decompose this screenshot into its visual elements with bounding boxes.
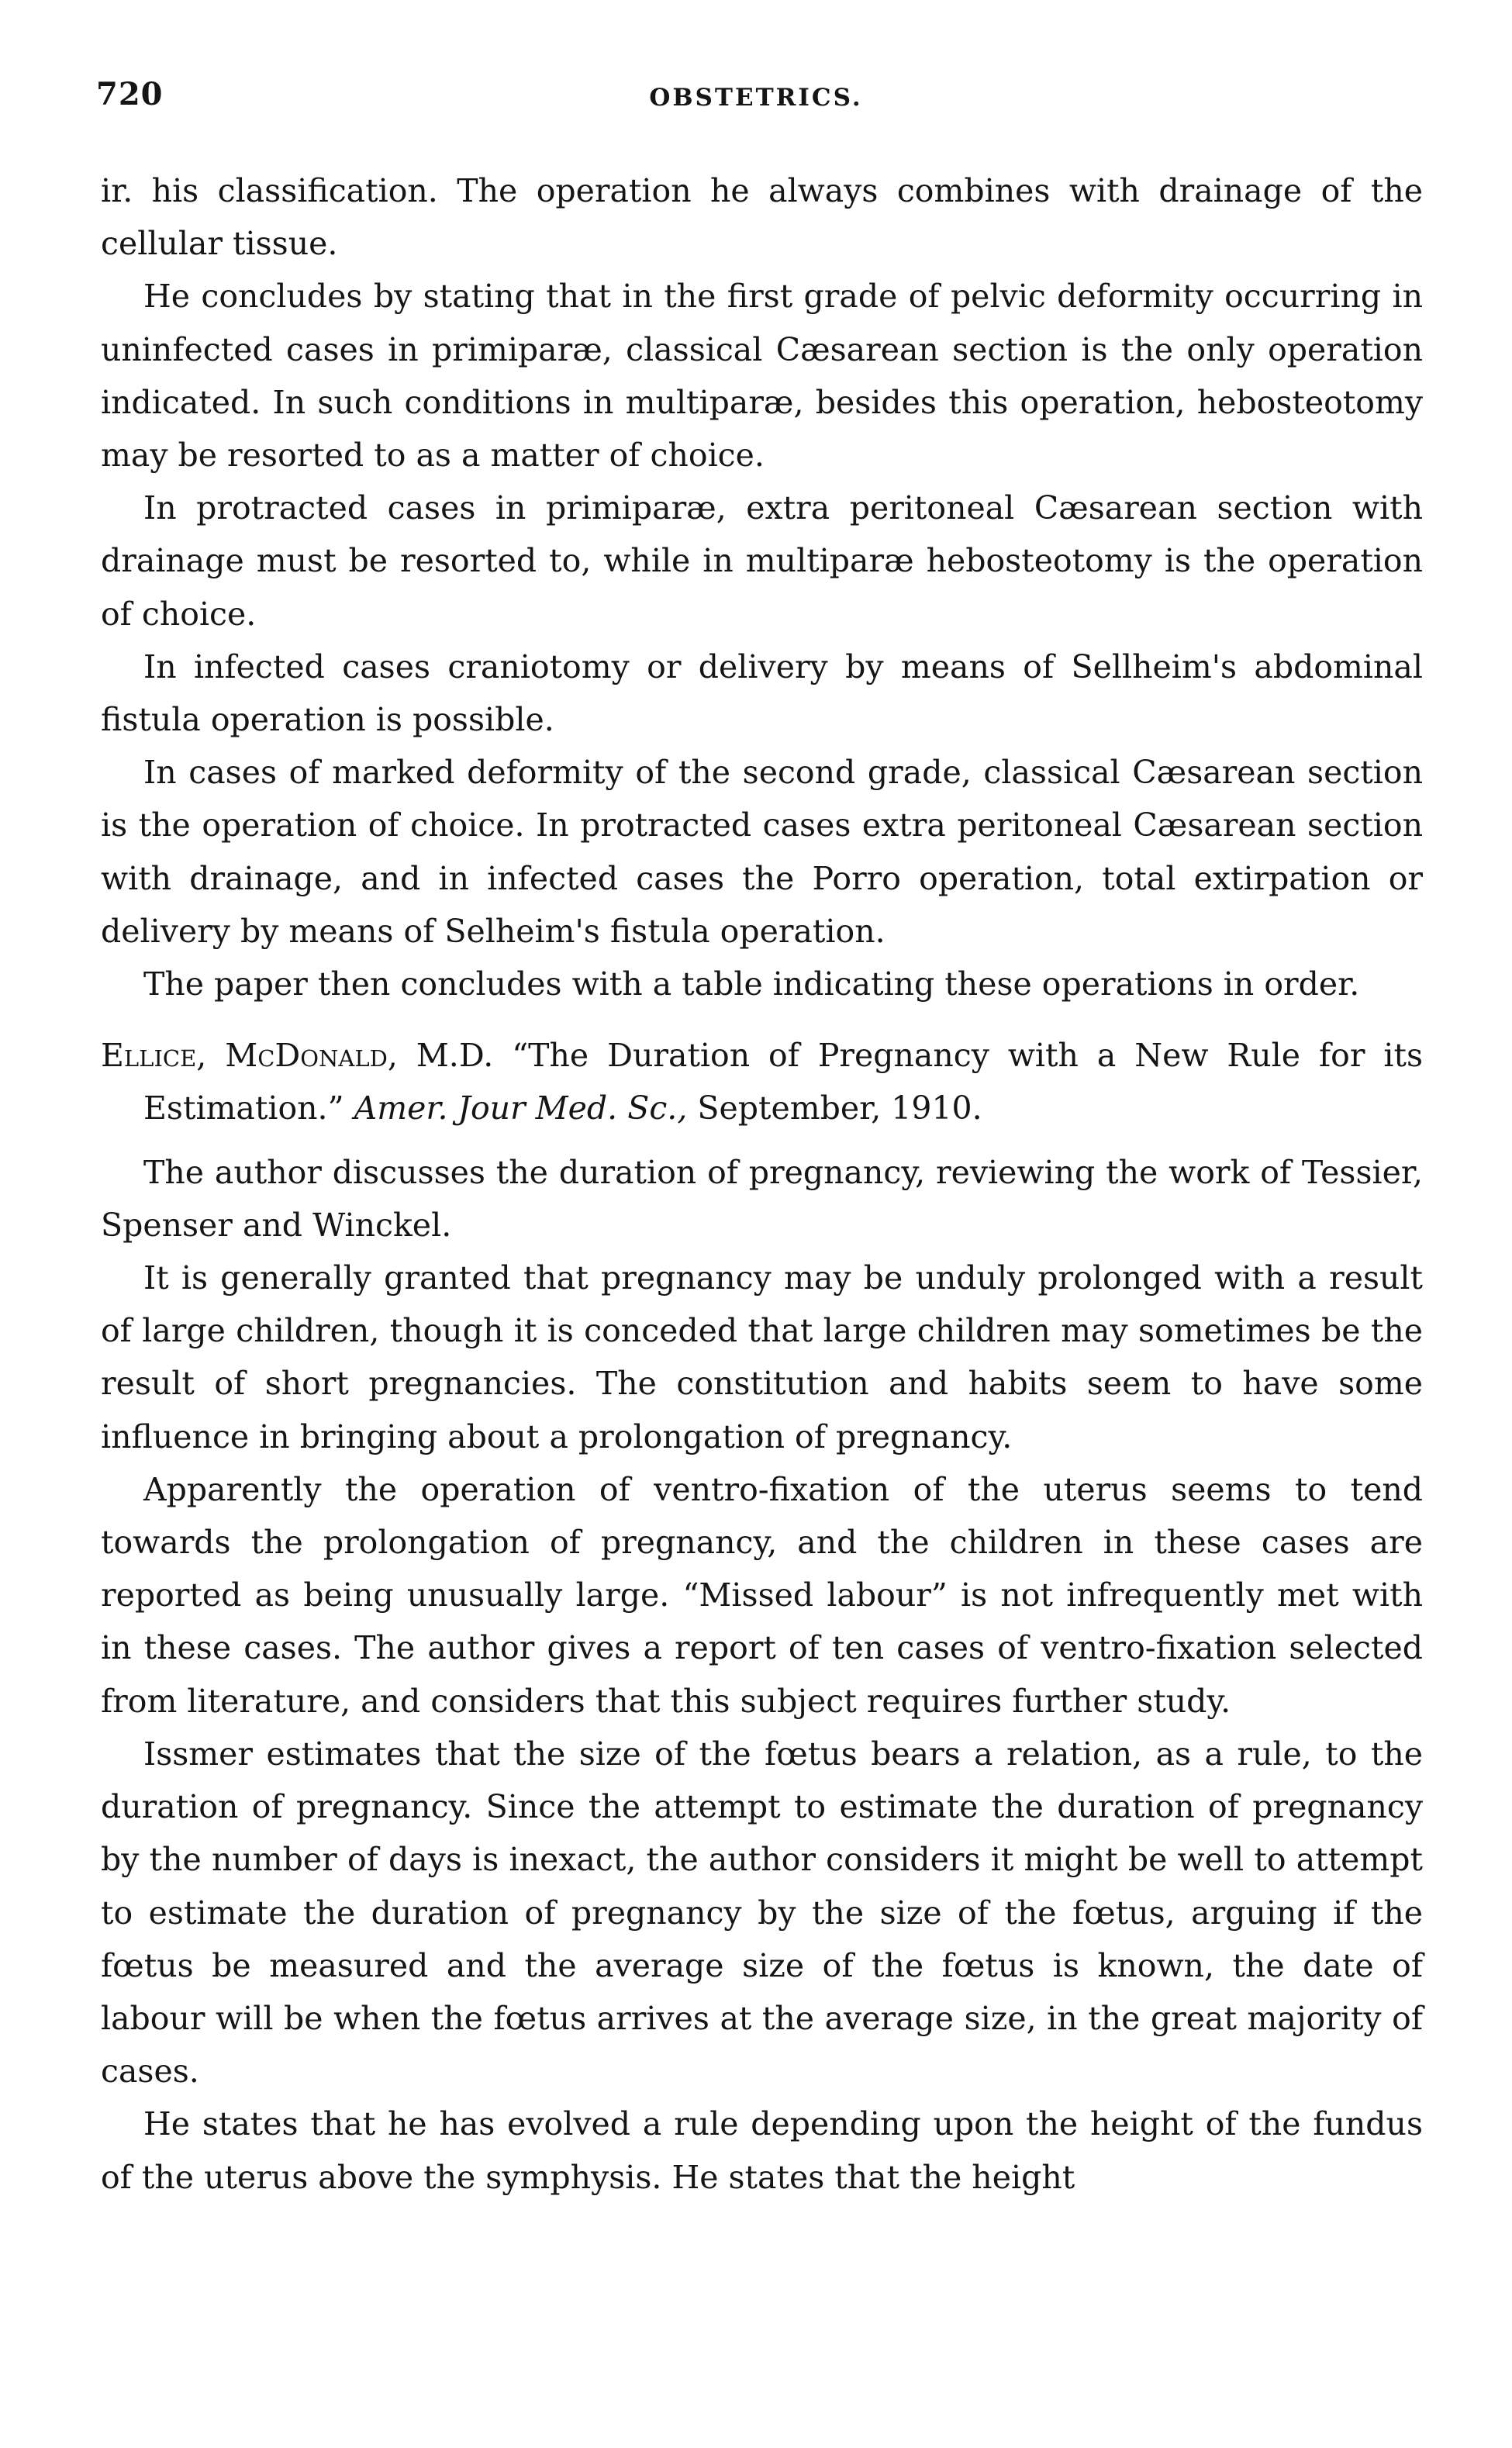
citation-date: September, 1910. [697,1089,982,1127]
paragraph: In cases of marked deformity of the second grade, classical Cæsarean section is the operation of choice. In protracted cases extra peritoneal Cæsarean section with drainage, and in infected cases the Porro operation, total extirpation or delivery by means of Selheim's fistula operation. [101,754,1423,950]
paragraph: The author discusses the duration of pregnancy, reviewing the work of Tessier, Spenser and Winckel. [101,1153,1423,1244]
paragraph: In protracted cases in primiparæ, extra peritoneal Cæsarean section with drainage must be resorted to, while in multiparæ hebosteotomy is the operation of choice. [101,489,1423,633]
citation [101,1029,1423,1134]
page-number: 720 [96,76,164,112]
citation-author: Ellice, McDonald, M.D. [101,1037,494,1075]
paragraph: The paper then concludes with a table indicating these operations in order. [143,965,1360,1003]
citation-title: “The Duration of Pregnancy with a New Rule for its Estimation.” [143,1037,1423,1127]
paragraph: Issmer estimates that the size of the fœtus bears a relation, as a rule, to the duration of pregnancy. Since the attempt to estimate the duration of pregnancy by the number of days is inexact, the author considers it might be well to attempt to estimate the duration of pregnancy by the size of the fœtus, arguing if the fœtus be measured and the average size of the fœtus is known, the date of labour will be when the fœtus arrives at the average size, in the great majority of cases. [101,1735,1423,2091]
paragraph: He concludes by stating that in the first grade of pelvic deformity occurring in uninfected cases in primiparæ, classical Cæsarean section is the only operation indicated. In such conditions in multiparæ, besides this operation, hebosteotomy may be resorted to as a matter of choice. [101,278,1423,475]
paragraph: In infected cases craniotomy or delivery by means of Sellheim's abdominal fistula operation is possible. [101,647,1423,739]
running-title: OBSTETRICS. [649,84,863,112]
citation-journal: Amer. Jour Med. Sc., [354,1089,688,1127]
paragraph: ir. his classification. The operation he always combines with drainage of the cellular tissue. [101,172,1423,263]
paragraph: He states that he has evolved a rule depending upon the height of the fundus of the uterus above the symphysis. He states that the height [101,2105,1423,2196]
paragraph: It is generally granted that pregnancy may be unduly prolonged with a result of large children, though it is conceded that large children may sometimes be the result of short pregnancies. The constitution and habits seem to have some influence in bringing about a prolongation of pregnancy. [101,1259,1423,1455]
body-text [101,164,1423,2204]
paragraph: Apparently the operation of ventro-fixation of the uterus seems to tend towards the prolongation of pregnancy, and the children in these cases are reported as being unusually large. “Missed labour” is not infrequently met with in these cases. The author gives a report of ten cases of ventro-fixation selected from literature, and considers that this subject requires further study. [101,1470,1423,1720]
